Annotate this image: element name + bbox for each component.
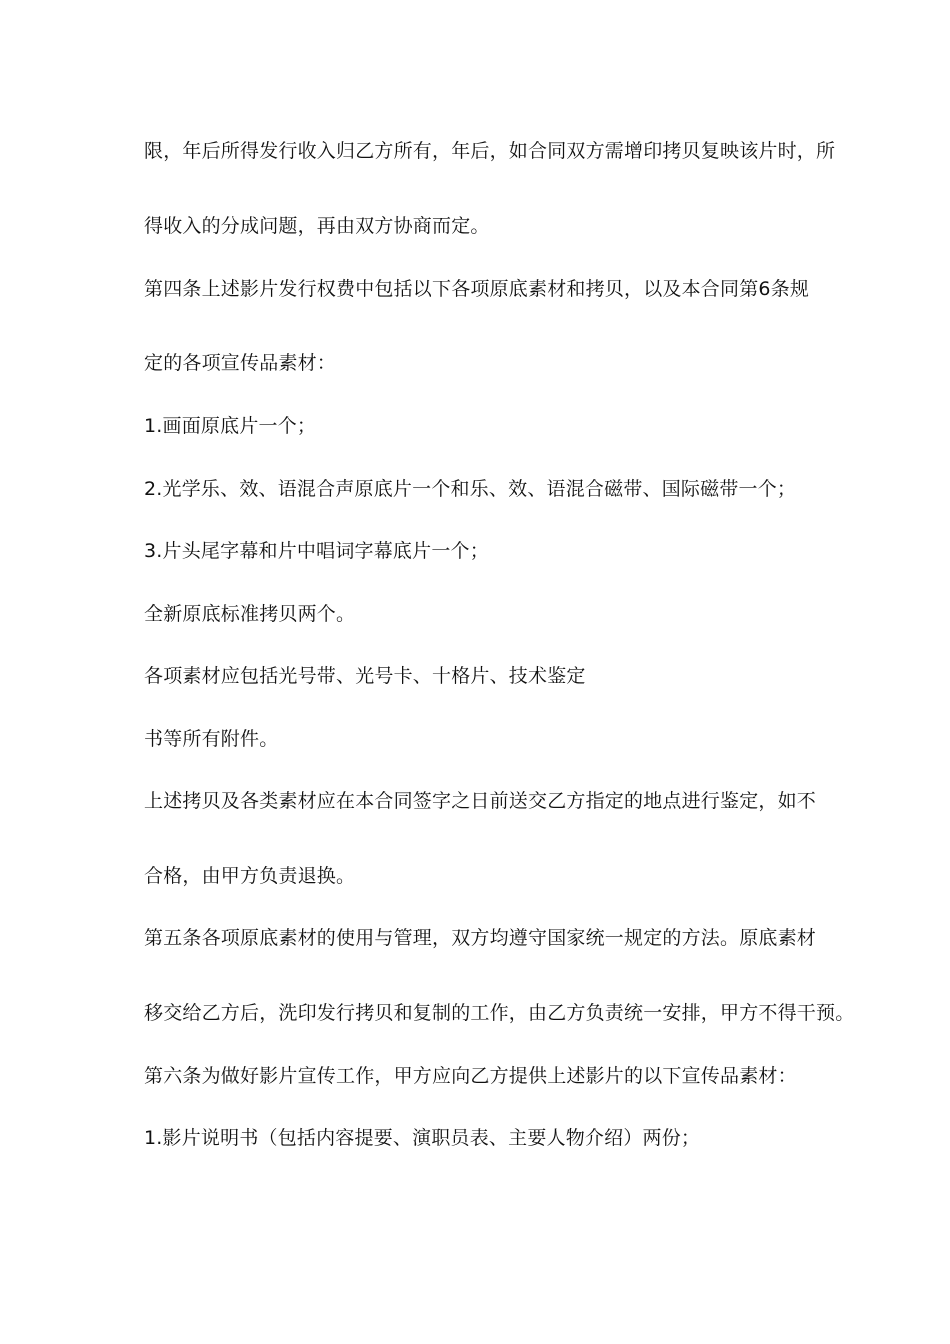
article-five-heading: 第五条各项原底素材的使用与管理，双方均遵守国家统一规定的方法。原底素材 xyxy=(144,927,817,949)
article-six-heading: 第六条为做好影片宣传工作，甲方应向乙方提供上述影片的以下宣传品素材： xyxy=(144,1065,797,1087)
text-line: 定的各项宣传品素材： xyxy=(144,352,337,374)
text-line: 移交给乙方后，洗印发行拷贝和复制的工作，由乙方负责统一安排，甲方不得干预。 xyxy=(144,1002,855,1024)
text-line: 限，年后所得发行收入归乙方所有，年后，如合同双方需增印拷贝复映该片时，所 xyxy=(144,140,836,162)
list-item: 3.片头尾字幕和片中唱词字幕底片一个； xyxy=(144,540,489,562)
list-item: 1.影片说明书（包括内容提要、演职员表、主要人物介绍）两份； xyxy=(144,1127,701,1149)
text-line: 合格，由甲方负责退换。 xyxy=(144,865,356,887)
article-four-heading: 第四条上述影片发行权费中包括以下各项原底素材和拷贝，以及本合同第6条规 xyxy=(144,278,810,300)
text-line: 书等所有附件。 xyxy=(144,728,279,750)
text-line: 得收入的分成问题，再由双方协商而定。 xyxy=(144,215,490,237)
list-item: 2.光学乐、效、语混合声原底片一个和乐、效、语混合磁带、国际磁带一个； xyxy=(144,478,797,500)
text-line: 各项素材应包括光号带、光号卡、十格片、技术鉴定 xyxy=(144,665,586,687)
list-item: 1.画面原底片一个； xyxy=(144,415,317,437)
text-line: 上述拷贝及各类素材应在本合同签字之日前送交乙方指定的地点进行鉴定，如不 xyxy=(144,790,817,812)
text-line: 全新原底标准拷贝两个。 xyxy=(144,603,356,625)
